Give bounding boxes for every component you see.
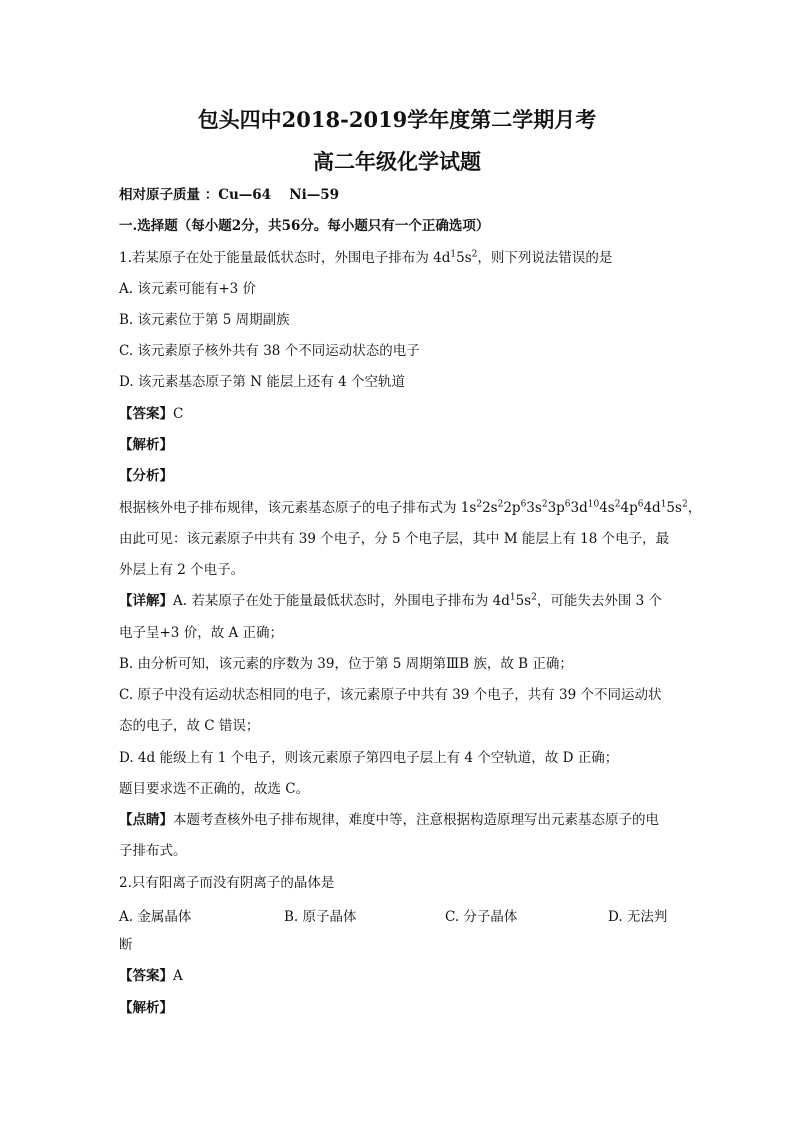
config-orbital: 4s — [599, 500, 615, 516]
config-electron-count: 6 — [637, 499, 644, 510]
config-electron-count: 2 — [541, 499, 548, 510]
question-1-option-d: D. 该元素基态原子第 N 能层上还有 4 个空轨道 — [119, 374, 405, 390]
config-orbital: 5s — [666, 500, 682, 516]
config-electron-count: 6 — [564, 499, 571, 510]
comment-line-1: 【点睛】本题考查核外电子排布规律，难度中等，注意根据构造原理写出元素基态原子的电 — [119, 812, 659, 828]
exam-title: 包头四中2018-2019学年度第二学期月考 — [197, 107, 597, 132]
question-2-analysis-label: 【解析】 — [119, 1000, 173, 1016]
question-2-answer: 【答案】A — [119, 968, 183, 984]
question-1-option-b: B. 该元素位于第 5 周期副族 — [119, 312, 290, 328]
config-orbital: 3p — [547, 500, 565, 516]
config-orbital: 4d — [643, 500, 661, 516]
detail-line-d: D. 4d 能级上有 1 个电子，则该元素原子第四电子层上有 4 个空轨道，故 D 正确； — [119, 750, 619, 766]
comment-line-2: 子排布式。 — [119, 843, 187, 859]
question-1-analysis-label: 【解析】 — [119, 437, 173, 453]
detail-line-a1: 【详解】A. 若某原子在处于能量最低状态时，外围电子排布为 $4d^15s^2$，可能失去外围 3 个 — [119, 592, 663, 609]
config-orbital: 3d — [570, 500, 588, 516]
question-2-option-b: B. 原子晶体 — [284, 909, 357, 925]
detail-line-b: B. 由分析可知，该元素的序数为 39，位于第 5 周期第ⅢB 族，故 B 正确； — [119, 656, 573, 672]
electron-configuration — [461, 500, 688, 516]
question-2-option-c: C. 分子晶体 — [445, 909, 518, 925]
config-orbital: 2p — [503, 500, 521, 516]
detail-line-c2: 态的电子，故 C 错误； — [119, 718, 260, 734]
question-2-option-d: D. 无法判 — [608, 909, 668, 925]
question-1-fenxi-label: 【分析】 — [119, 468, 173, 484]
detail-line-c1: C. 原子中没有运动状态相同的电子，该元素原子中共有 39 个电子，共有 39 个不同运动状 — [119, 687, 662, 703]
atomic-mass-line: 相对原子质量 ：Cu—64 Ni—59 — [119, 187, 340, 203]
fenxi-line-2: 由此可见：该元素原子中共有 39 个电子，分 5 个电子层，其中 M 能层上有 18 个电子，最 — [119, 531, 670, 547]
question-1-option-c: C. 该元素原子核外共有 38 个不同运动状态的电子 — [119, 343, 420, 359]
question-1-option-a: A. 该元素可能有+3 价 — [119, 281, 257, 297]
exam-subtitle: 高二年级化学试题 — [313, 149, 481, 174]
detail-line-a2: 电子呈+3 价，故 A 正确； — [119, 625, 284, 641]
config-electron-count: 2 — [476, 499, 483, 510]
question-2-option-d-wrap: 断 — [119, 937, 133, 953]
config-electron-count: 2 — [681, 499, 688, 510]
conclusion-line: 题目要求选不正确的，故选 C。 — [119, 781, 310, 797]
config-electron-count: 2 — [614, 499, 621, 510]
question-1-stem: 1.若某原子在处于能量最低状态时，外围电子排布为 $4d^15s^2$，则下列说法错误的是 — [119, 249, 613, 266]
config-orbital: 1s — [460, 500, 477, 516]
config-orbital: 4p — [620, 500, 638, 516]
question-2-stem: 2.只有阳离子而没有阴离子的晶体是 — [119, 875, 335, 891]
config-electron-count: 10 — [587, 499, 600, 510]
fenxi-line-3: 外层上有 2 个电子。 — [119, 562, 245, 578]
question-1-answer: 【答案】C — [119, 406, 184, 422]
fenxi-line-1: 根据核外电子排布规律，该元素基态原子的电子排布式为 $1s^22s^22p^63s^23p^63d^{10}4s^24p^64d^15s^2$， — [119, 499, 702, 516]
config-orbital: 3s — [526, 500, 542, 516]
config-electron-count: 1 — [660, 499, 667, 510]
config-orbital: 2s — [482, 500, 498, 516]
section-heading: 一.选择题（每小题2分，共56分。每小题只有一个正确选项） — [119, 218, 490, 234]
question-2-option-a: A. 金属晶体 — [119, 909, 192, 925]
config-electron-count: 2 — [497, 499, 504, 510]
config-electron-count: 6 — [520, 499, 527, 510]
